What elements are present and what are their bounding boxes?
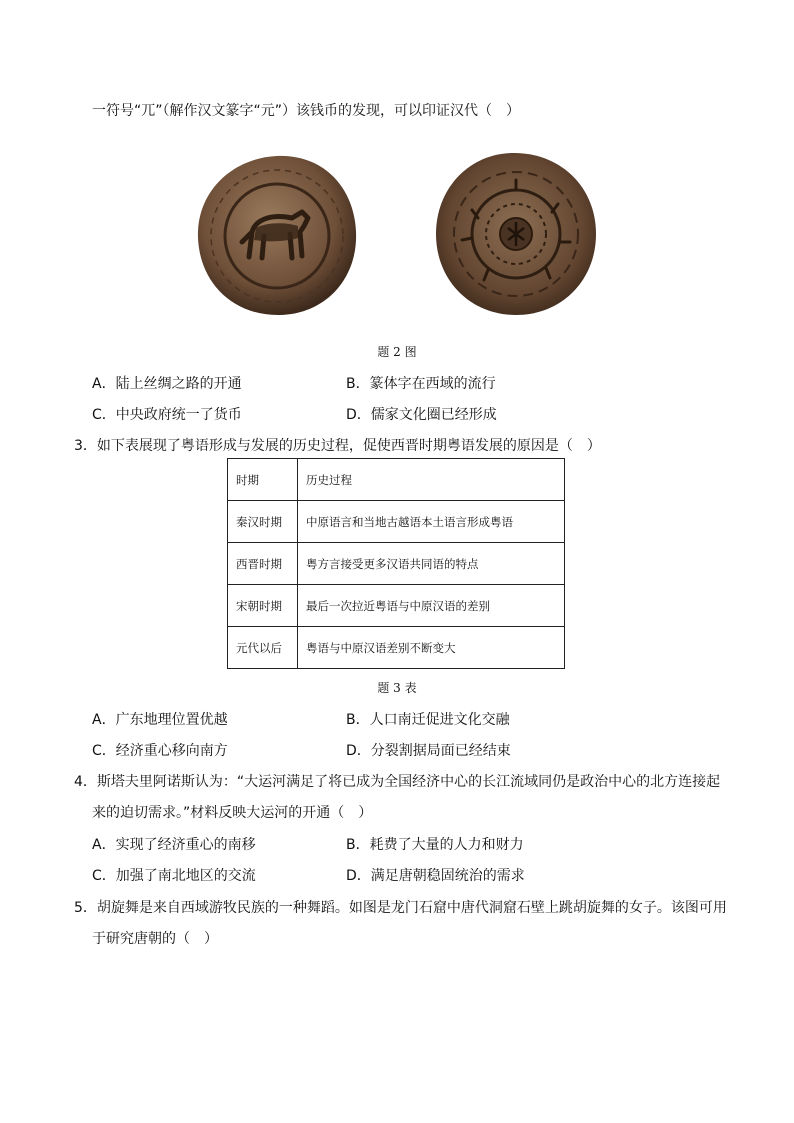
table-row (228, 543, 565, 585)
table-cell: 宋朝时期 (228, 585, 298, 627)
q4-option-b[interactable]: B．耗费了大量的人力和财力 (346, 837, 524, 853)
q5-stem-line1: 5．胡旋舞是来自西域游牧民族的一种舞蹈。如图是龙门石窟中唐代洞窟石壁上跳胡旋舞的女子。该图可用 (74, 900, 727, 916)
q4-stem-line2: 来的迫切需求。”材料反映大运河的开通（ ） (92, 805, 373, 821)
table-row (228, 501, 565, 543)
q3-option-c[interactable]: C．经济重心移向南方 (92, 743, 228, 759)
q4-option-d[interactable]: D．满足唐朝稳固统治的需求 (346, 868, 525, 884)
table-cell: 中原语言和当地古越语本土语言形成粤语 (298, 501, 565, 543)
q3-option-d[interactable]: D．分裂割据局面已经结束 (346, 743, 511, 759)
q3-table (227, 458, 565, 669)
q2-option-b[interactable]: B．篆体字在西域的流行 (346, 376, 496, 392)
table-cell: 粤语与中原汉语差别不断变大 (298, 627, 565, 669)
q3-stem: 3．如下表展现了粤语形成与发展的历史过程，促使西晋时期粤语发展的原因是（ ） (74, 438, 601, 454)
table-row (228, 627, 565, 669)
table-cell: 最后一次拉近粤语与中原汉语的差别 (298, 585, 565, 627)
table-cell: 元代以后 (228, 627, 298, 669)
q2-option-a[interactable]: A．陆上丝绸之路的开通 (92, 376, 242, 392)
table-header-row (228, 459, 565, 501)
q2-option-d[interactable]: D．儒家文化圈已经形成 (346, 407, 497, 423)
q3-option-b[interactable]: B．人口南迁促进文化交融 (346, 712, 510, 728)
table-cell: 秦汉时期 (228, 501, 298, 543)
q3-option-a[interactable]: A．广东地理位置优越 (92, 712, 228, 728)
table-header-cell: 历史过程 (298, 459, 565, 501)
q3-table-caption: 题 3 表 (377, 681, 417, 695)
table-cell: 粤方言接受更多汉语共同语的特点 (298, 543, 565, 585)
q2-stem-tail: 一符号“兀”（解作汉文篆字“元”）该钱币的发现，可以印证汉代（ ） (92, 103, 521, 119)
coin-obverse-image (194, 152, 360, 318)
table-cell: 西晋时期 (228, 543, 298, 585)
q4-stem-line1: 4．斯塔夫里阿诺斯认为：“大运河满足了将已成为全国经济中心的长江流域同仍是政治中心的北方连接起 (74, 774, 721, 790)
table-header-cell: 时期 (228, 459, 298, 501)
q5-stem-line2: 于研究唐朝的（ ） (92, 931, 218, 947)
q2-figure-caption: 题 2 图 (377, 345, 417, 359)
coin-reverse-image (432, 150, 600, 318)
q4-option-a[interactable]: A．实现了经济重心的南移 (92, 837, 256, 853)
q2-option-c[interactable]: C．中央政府统一了货币 (92, 407, 242, 423)
table-row (228, 585, 565, 627)
q4-option-c[interactable]: C．加强了南北地区的交流 (92, 868, 256, 884)
